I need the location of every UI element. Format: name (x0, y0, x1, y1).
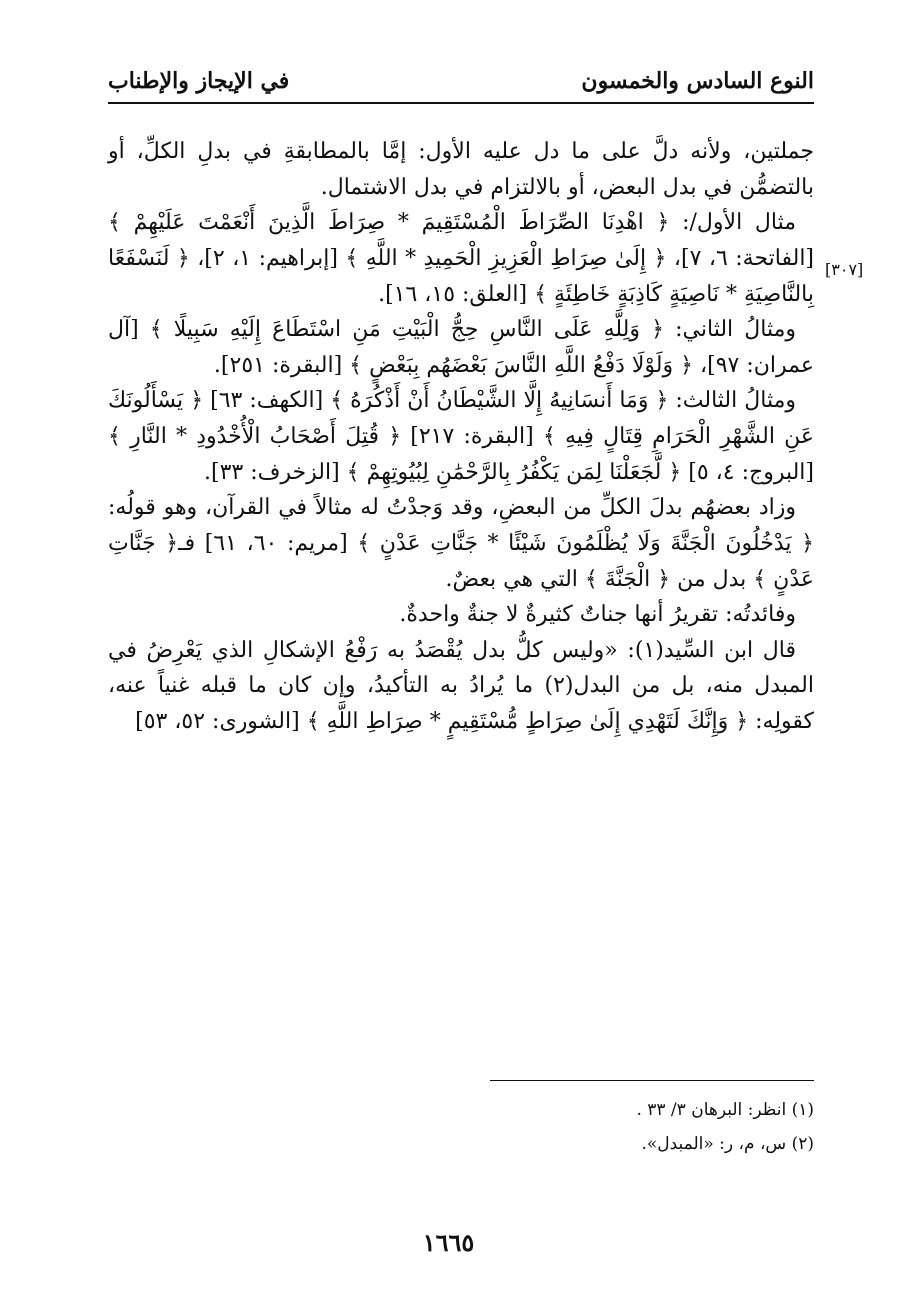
paragraph-2: مثال الأول/: ﴿ اهْدِنَا الصِّرَاطَ الْمُسْتَقِيمَ * صِرَاطَ الَّذِينَ أَنْعَمْتَ عَلَيْهِمْ ﴾ [الفاتحة: ٦، ٧]، ﴿ إِلَىٰ صِرَاطِ الْعَزِيزِ الْحَمِيدِ * اللَّهِ ﴾ [إبراهيم: ١، ٢]، ﴿ لَنَسْفَعًا بِالنَّاصِيَةِ * نَاصِيَةٍ كَاذِبَةٍ خَاطِئَةٍ ﴾ [العلق: ١٥، ١٦]. (108, 210, 815, 307)
paragraph-3: ومثالُ الثاني: ﴿ وَلِلَّهِ عَلَى النَّاسِ حِجُّ الْبَيْتِ مَنِ اسْتَطَاعَ إِلَيْهِ سَبِيلًا ﴾ [آل عمران: ٩٧]، ﴿ وَلَوْلَا دَفْعُ اللَّهِ النَّاسَ بَعْضَهُم بِبَعْضٍ ﴾ [البقرة: ٢٥١]. (108, 317, 814, 378)
footnote-2: (٢) س، م، ر: «المبدل». (641, 1134, 814, 1154)
section-title: في الإيجاز والإطناب (108, 68, 290, 94)
chapter-title: النوع السادس والخمسون (581, 68, 814, 94)
page-number: ١٦٦٥ (422, 1228, 475, 1257)
running-header (108, 62, 814, 104)
footnotes (108, 1093, 814, 1161)
paragraph-5: وزاد بعضهُم بدلَ الكلِّ من البعضِ، وقد وَجدْتُ له مثالاً في القرآن، وهو قولُه: ﴿ يَدْخُلُونَ الْجَنَّةَ وَلَا يُظْلَمُونَ شَيْئًا * جَنَّاتِ عَدْنٍ ﴾ [مريم: ٦٠، ٦١] فـ﴿ جَنَّاتِ عَدْنٍ ﴾ بدل من ﴿ الْجَنَّةَ ﴾ التي هي بعضٌ. (108, 495, 814, 592)
footnote-separator (490, 1080, 814, 1081)
footnote-1: (١) انظر: البرهان ٣/ ٣٣ . (636, 1100, 814, 1120)
marginal-manuscript-number: [٣٠٧] (825, 260, 864, 279)
paragraph-4: ومثالُ الثالث: ﴿ وَمَا أَنسَانِيهُ إِلَّا الشَّيْطَانُ أَنْ أَذْكُرَهُ ﴾ [الكهف: ٦٣] ﴿ يَسْأَلُونَكَ عَنِ الشَّهْرِ الْحَرَامِ قِتَالٍ فِيهِ ﴾ [البقرة: ٢١٧] ﴿ قُتِلَ أَصْحَابُ الْأُخْدُودِ * النَّارِ ﴾ [البروج: ٤، ٥] ﴿ لَّجَعَلْنَا لِمَن يَكْفُرُ بِالرَّحْمَٰنِ لِبُيُوتِهِمْ ﴾ [الزخرف: ٣٣]. (108, 388, 814, 485)
main-text (108, 134, 814, 740)
paragraph-6: وفائدتُه: تقريرُ أنها جناتٌ كثيرةٌ لا جنةٌ واحدةٌ. (399, 602, 796, 628)
paragraph-1: جملتين، ولأنه دلَّ على ما دل عليه الأول: إمَّا بالمطابقةِ في بدلِ الكلِّ، أو بالتضمُّن في بدل البعض، أو بالالتزام في بدل الاشتمال. (108, 139, 814, 200)
paragraph-7: قال ابن السِّيد(١): «وليس كلُّ بدل يُقْصَدُ به رَفْعُ الإشكالِ الذي يَعْرِضُ في المبدل منه، بل من البدل(٢) ما يُرادُ به التأكيدُ، وإن كان ما قبله غنياً عنه، كقولِه: ﴿ وَإِنَّكَ لَتَهْدِي إِلَىٰ صِرَاطٍ مُّسْتَقِيمٍ * صِرَاطِ اللَّهِ ﴾ [الشورى: ٥٢، ٥٣] (108, 637, 814, 734)
